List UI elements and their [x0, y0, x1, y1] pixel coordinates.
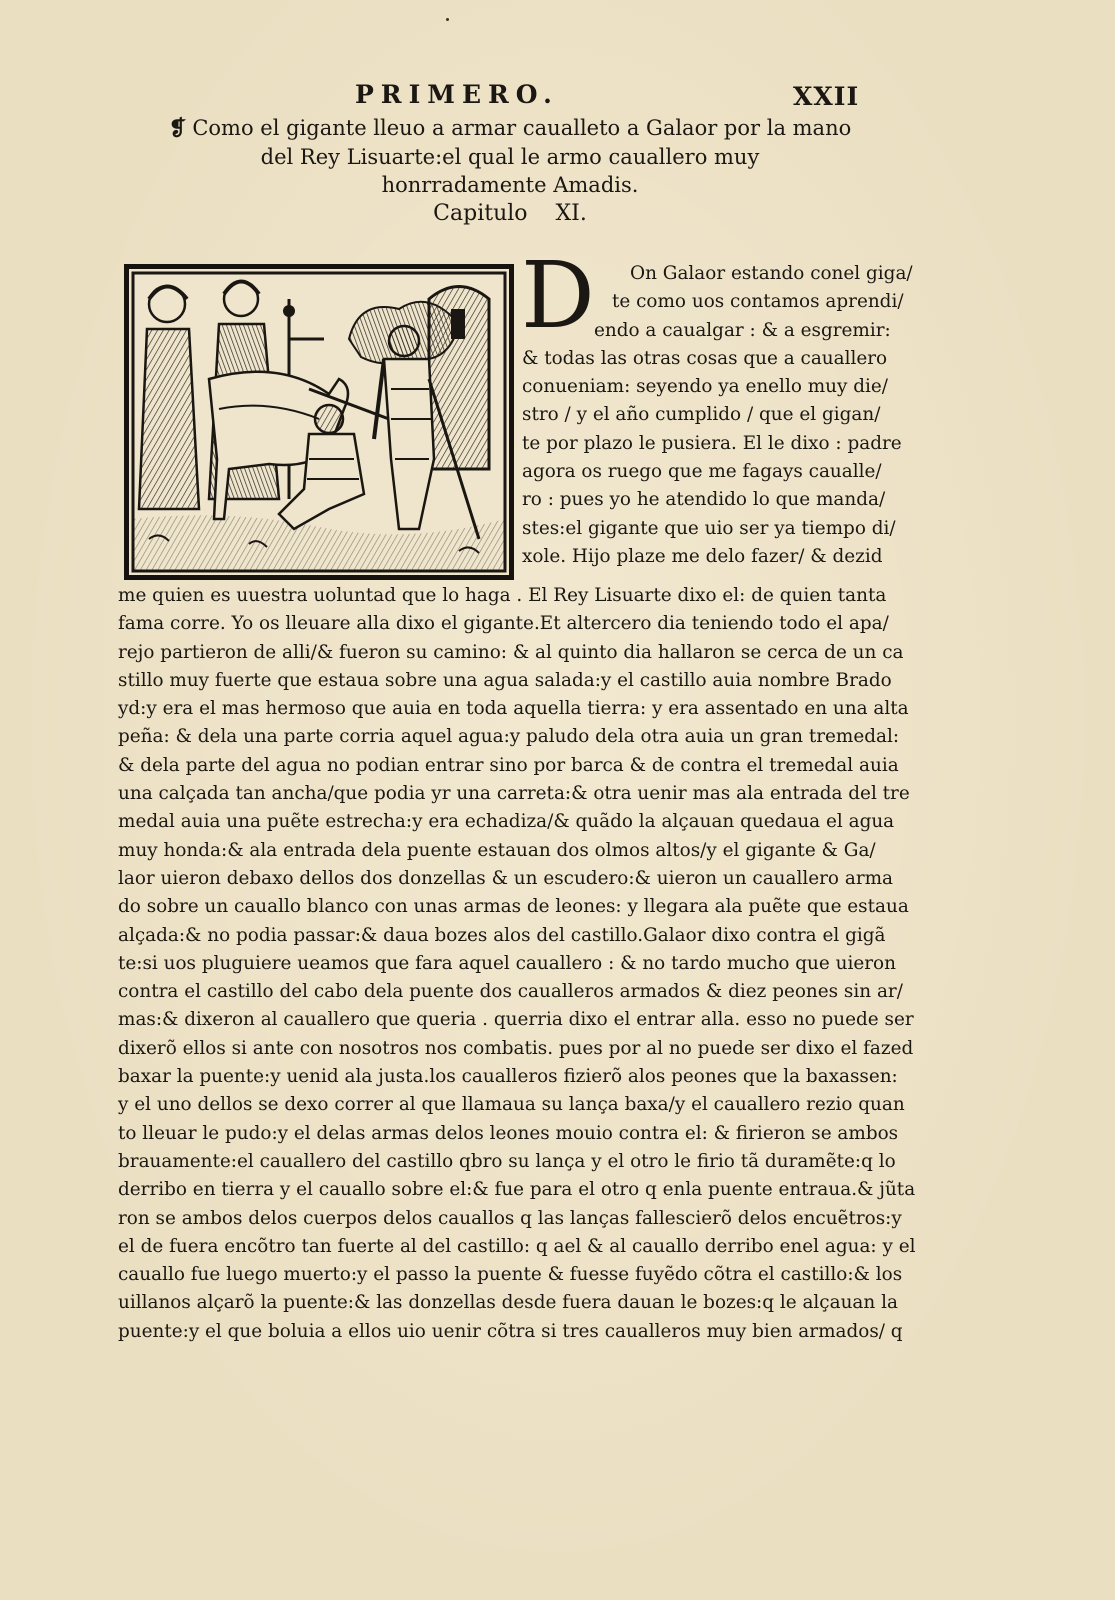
pilcrow-icon: ❡: [168, 115, 187, 140]
text-line: dixerõ ellos si ante con nosotros nos combatis. pues por al no puede ser dixo el fazed: [118, 1037, 914, 1059]
text-line: contra el castillo del cabo dela puente dos caualleros armados & diez peones sin ar/: [118, 981, 903, 1003]
text-line: me quien es uuestra uoluntad que lo haga . El Rey Lisuarte dixo el: de quien tanta: [118, 585, 887, 606]
heading-line-2: del Rey Lisuarte:el qual le armo cauallero muy: [260, 144, 760, 169]
text-line: do sobre un cauallo blanco con unas armas de leones: y llegara ala puẽte que estaua: [118, 896, 909, 918]
woodcut-illustration: [124, 264, 514, 580]
text-line: stro / y el año cumplido / que el gigan/: [522, 404, 881, 426]
knighting-scene-image: [129, 269, 509, 575]
body-text-wide: [118, 582, 916, 1346]
text-line: baxar la puente:y uenid ala justa.los caualleros fizierõ alos peones que la baxassen:: [118, 1066, 898, 1088]
text-line: yd:y era el mas hermoso que auia en toda aquella tierra: y era assentado en una alta: [118, 698, 909, 720]
text-line: te:si uos pluguiere ueamos que fara aquel cauallero : & no tardo mucho que uieron: [118, 952, 896, 974]
text-line: agora os ruego que me fagays caualle/: [522, 461, 882, 483]
text-line: el de fuera encõtro tan fuerte al del castillo: q ael & al cauallo derribo enel agua: y el: [118, 1235, 916, 1257]
text-line: rejo partieron de alli/& fueron su camino: & al quinto dia hallaron se cerca de un ca: [118, 641, 904, 663]
text-line: alçada:& no podia passar:& daua bozes alos del castillo.Galaor dixo contra el gigã: [118, 924, 886, 946]
text-line: ro : pues yo he atendido lo que manda/: [522, 489, 886, 511]
text-line: stes:el gigante que uio ser ya tiempo di/: [522, 517, 896, 539]
heading-line-1: [150, 114, 870, 143]
text-line: fama corre. Yo os lleuare alla dixo el gigante.Et altercero dia teniendo todo el apa/: [118, 613, 889, 635]
text-line: conueniam: seyendo ya enello muy die/: [522, 376, 888, 398]
text-line: to lleuar le pudo:y el delas armas delos leones mouio contra el: & firieron se ambos: [118, 1122, 899, 1144]
folio-number: XXII: [793, 82, 860, 111]
chapter-heading: [150, 114, 870, 228]
text-line: puente:y el que boluia a ellos uio uenir cõtra si tres caualleros muy bien armados/ q: [118, 1320, 903, 1342]
text-line: y el uno dellos se dexo correr al que llamaua su lança baxa/y el cauallero rezio quan: [118, 1094, 905, 1116]
text-line: stillo muy fuerte que estaua sobre una agua salada:y el castillo auia nombre Brado: [118, 669, 892, 691]
body-text-narrow: [522, 260, 913, 571]
drop-cap-initial: D: [521, 242, 595, 349]
text-line: & dela parte del agua no podian entrar sino por barca & de contra el tremedal auia: [118, 754, 899, 776]
text-line: mas:& dixeron al cauallero que queria . querria dixo el entrar alla. esso no puede ser: [118, 1009, 914, 1031]
text-line: una calçada tan ancha/que podia yr una carreta:& otra uenir mas ala entrada del tre: [118, 783, 910, 805]
chapter-number: Capitulo XI.: [433, 200, 587, 226]
heading-line-3: honrradamente Amadis.: [381, 173, 639, 197]
text-line: te como uos contamos aprendi/: [612, 291, 904, 313]
text-line: xole. Hijo plaze me delo fazer/ & dezid: [522, 545, 883, 567]
text-line: peña: & dela una parte corria aquel agua:y paludo dela otra auia un gran tremedal:: [118, 726, 900, 748]
text-line: brauamente:el cauallero del castillo qbro su lança y el otro le firio tã duramẽte:q lo: [118, 1150, 896, 1172]
text-line: cauallo fue luego muerto:y el passo la puente & fuesse fuyẽdo cõtra el castillo:& los: [118, 1264, 903, 1286]
running-head: PRIMERO.: [355, 80, 559, 109]
text-line: endo a caualgar : & a esgremir:: [594, 319, 891, 341]
ink-speck: [446, 18, 449, 21]
heading-text-1: Como el gigante lleuo a armar caualleto a Galaor por la mano: [192, 116, 852, 140]
text-line: muy honda:& ala entrada dela puente estauan dos olmos altos/y el gigante & Ga/: [118, 839, 876, 861]
text-line: On Galaor estando conel giga/: [630, 263, 913, 284]
text-line: derribo en tierra y el cauallo sobre el:& fue para el otro q enla puente entraua.& jũta: [118, 1179, 916, 1201]
text-line: laor uieron debaxo dellos dos donzellas & un escudero:& uieron un cauallero arma: [118, 867, 894, 889]
text-line: te por plazo le pusiera. El le dixo : padre: [522, 432, 902, 454]
text-line: ron se ambos delos cuerpos delos cauallos q las lanças fallescierõ delos encuẽtros:y: [118, 1207, 902, 1229]
text-line: & todas las otras cosas que a cauallero: [522, 347, 888, 369]
text-line: uillanos alçarõ la puente:& las donzellas desde fuera dauan le bozes:q le alçauan la: [118, 1292, 898, 1314]
text-line: medal auia una puẽte estrecha:y era echadiza/& quãdo la alçauan quedaua el agua: [118, 811, 895, 833]
